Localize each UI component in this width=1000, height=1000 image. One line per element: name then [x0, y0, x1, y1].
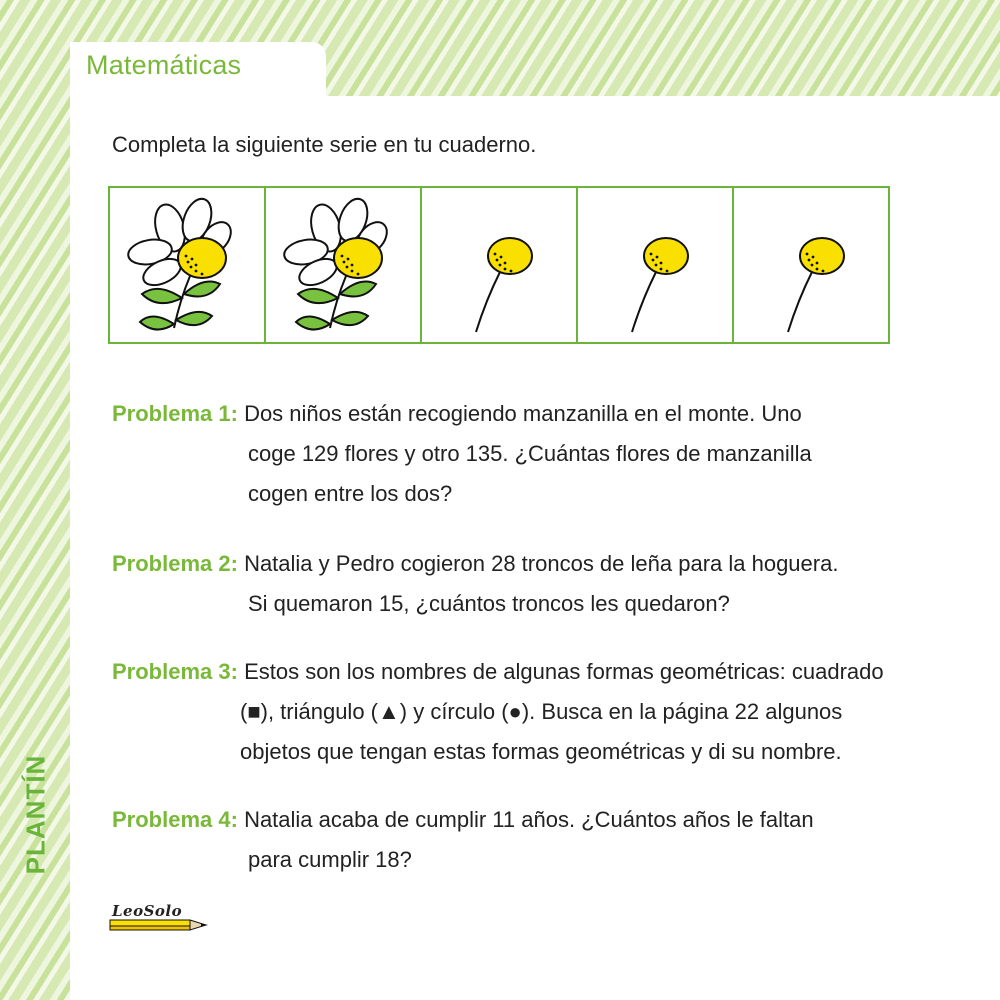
leosolo-logo — [108, 902, 212, 936]
problem-1 — [112, 394, 812, 514]
problem-2 — [112, 544, 838, 624]
series-cell-3 — [422, 188, 578, 342]
series-cell-2 — [266, 188, 422, 342]
problem-text-line: para cumplir 18? — [248, 847, 412, 872]
page-title: Matemáticas — [86, 50, 242, 80]
problem-text-line: cogen entre los dos? — [248, 481, 453, 506]
problem-text-line: Natalia acaba de cumplir 11 años. ¿Cuántos años le faltan — [244, 807, 814, 832]
problem-3 — [112, 652, 884, 772]
flower-head-stem-icon — [580, 190, 730, 340]
problem-text-line: Dos niños están recogiendo manzanilla en el monte. Uno — [244, 401, 802, 426]
flower-series — [108, 186, 890, 344]
problem-text-line: Natalia y Pedro cogieron 28 troncos de leña para la hoguera. — [244, 551, 839, 576]
logo-text: LeoSolo — [112, 902, 183, 920]
publisher-side-label-text: PLANTÍN — [20, 754, 51, 874]
problem-4 — [112, 800, 814, 880]
problem-text-line: coge 129 flores y otro 135. ¿Cuántas flores de manzanilla — [248, 441, 812, 466]
daisy-flower-icon — [268, 190, 418, 340]
daisy-flower-icon — [112, 190, 262, 340]
problem-label: Problema 1: — [112, 401, 238, 426]
flower-head-stem-icon — [424, 190, 574, 340]
problem-text-line: Estos son los nombres de algunas formas geométricas: cuadrado — [244, 659, 884, 684]
problem-label: Problema 4: — [112, 807, 238, 832]
flower-head-stem-icon — [736, 190, 886, 340]
series-cell-4 — [578, 188, 734, 342]
problem-text-line: Si quemaron 15, ¿cuántos troncos les quedaron? — [248, 591, 730, 616]
problem-label: Problema 3: — [112, 659, 238, 684]
series-cell-5 — [734, 188, 888, 342]
problem-text-line: (■), triángulo (▲) y círculo (●). Busca en la página 22 algunos — [240, 699, 843, 724]
publisher-side-label — [16, 752, 56, 876]
instruction-text: Completa la siguiente serie en tu cuaderno. — [112, 132, 537, 157]
series-cell-1 — [110, 188, 266, 342]
problem-text-line: objetos que tengan estas formas geométricas y di su nombre. — [240, 739, 842, 764]
problem-label: Problema 2: — [112, 551, 238, 576]
